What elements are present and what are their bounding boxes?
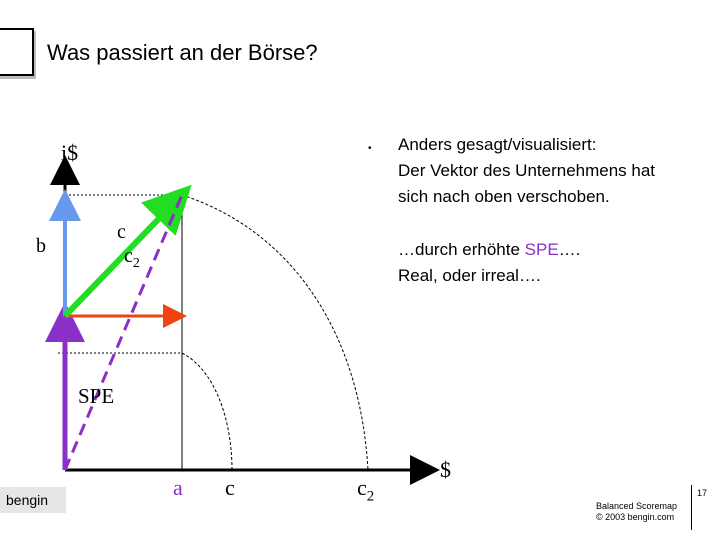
- footer-copyright: © 2003 bengin.com: [596, 512, 675, 522]
- bengin-logo: bengin: [0, 487, 66, 513]
- spe-label: SPE: [78, 384, 115, 408]
- c-label: c: [117, 221, 126, 243]
- arc-inner: [182, 353, 232, 470]
- bullet-line-2: Der Vektor des Unternehmens hat: [398, 161, 656, 180]
- bullet-line-4-end: ….: [558, 240, 581, 259]
- c2-label-base: c: [124, 245, 133, 267]
- bullet-line-5: Real, oder irreal….: [398, 266, 541, 285]
- y-axis-label: i$: [61, 140, 79, 165]
- green-vector: [65, 202, 175, 316]
- a-label: a: [173, 475, 183, 500]
- bullet-line-4: [398, 237, 580, 263]
- c2-axis-base: c: [357, 475, 367, 500]
- c2-label-sub: 2: [132, 256, 140, 271]
- bullet-line-1: Anders gesagt/visualisiert:: [398, 135, 597, 154]
- c-axis-label: c: [225, 475, 235, 500]
- footer-product: Balanced Scoremap: [596, 501, 678, 511]
- bullet-line-3: sich nach oben verschoben.: [398, 187, 610, 206]
- b-label: b: [36, 235, 46, 257]
- c2-axis-label: [357, 475, 374, 505]
- x-axis-label: $: [440, 457, 451, 482]
- c2-label: [124, 245, 140, 272]
- footer-divider: [691, 485, 692, 530]
- c2-axis-sub: 2: [366, 488, 375, 505]
- spe-highlight: SPE: [524, 240, 559, 259]
- page-title: Was passiert an der Börse?: [47, 40, 318, 65]
- bullet-line-4-start: …durch erhöhte: [398, 240, 525, 259]
- arc-outer: [182, 195, 368, 470]
- page-number: 17: [697, 488, 708, 498]
- bullet-icon: •: [368, 143, 372, 154]
